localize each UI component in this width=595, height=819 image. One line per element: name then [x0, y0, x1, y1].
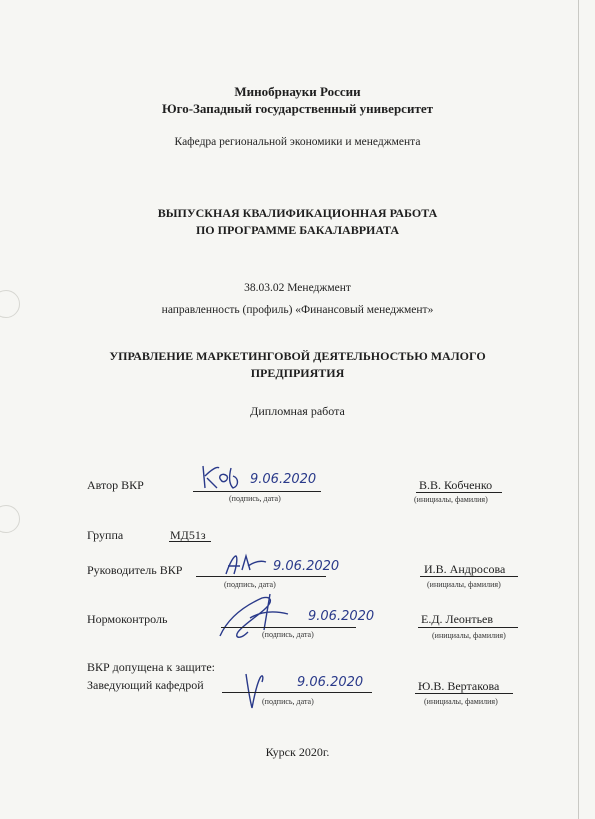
work-type-line1: ВЫПУСКНАЯ КВАЛИФИКАЦИОННАЯ РАБОТА: [157, 206, 438, 220]
punch-hole-mark: [0, 505, 20, 533]
supervisor-signature-caption: (подпись, дата): [224, 580, 276, 589]
supervisor-signature-date: 9.06.2020: [273, 559, 340, 574]
supervisor-label: Руководитель ВКР: [87, 563, 183, 577]
head-name: Ю.В. Вертакова: [418, 679, 500, 693]
supervisor-name: И.В. Андросова: [424, 562, 506, 576]
group-value: МД51з: [170, 528, 206, 542]
head-name-line: [415, 693, 513, 694]
author-label: Автор ВКР: [87, 478, 144, 492]
author-signature: [195, 462, 243, 494]
supervisor-name-line: [420, 576, 518, 577]
normcontrol-signature-line: [221, 627, 356, 628]
author-name-caption: (инициалы, фамилия): [414, 495, 488, 504]
group-label: Группа: [87, 528, 124, 542]
document-kind: Дипломная работа: [250, 404, 345, 418]
supervisor-signature: [222, 552, 270, 578]
head-name-caption: (инициалы, фамилия): [424, 697, 498, 706]
topic-line1: УПРАВЛЕНИЕ МАРКЕТИНГОВОЙ ДЕЯТЕЛЬНОСТЬЮ МАЛОГО: [109, 349, 486, 363]
department-heading: Кафедра региональной экономики и менеджмента: [174, 136, 421, 148]
head-signature-date: 9.06.2020: [297, 675, 364, 690]
city-year: Курск 2020г.: [265, 745, 330, 759]
author-signature-line: [193, 491, 321, 492]
normcontrol-signature-caption: (подпись, дата): [262, 630, 314, 639]
supervisor-name-caption: (инициалы, фамилия): [427, 580, 501, 589]
normcontrol-signature-date: 9.06.2020: [308, 609, 375, 624]
program-profile: направленность (профиль) «Финансовый менеджмент»: [161, 304, 434, 316]
author-name: В.В. Кобченко: [419, 478, 493, 492]
author-name-line: [416, 492, 502, 493]
head-signature-caption: (подпись, дата): [262, 697, 314, 706]
author-signature-caption: (подпись, дата): [229, 494, 281, 503]
supervisor-signature-line: [196, 576, 326, 577]
group-value-line: [169, 541, 211, 542]
normcontrol-name: Е.Д. Леонтьев: [421, 612, 494, 626]
university-heading: Юго-Западный государственный университет: [162, 101, 433, 116]
admission-label: ВКР допущена к защите:: [87, 660, 215, 674]
work-type-line2: ПО ПРОГРАММЕ БАКАЛАВРИАТА: [195, 223, 400, 237]
ministry-heading: Минобрнауки России: [234, 84, 361, 99]
topic-line2: ПРЕДПРИЯТИЯ: [250, 366, 345, 380]
normcontrol-name-caption: (инициалы, фамилия): [432, 631, 506, 640]
program-code: 38.03.02 Менеджмент: [244, 282, 351, 294]
author-signature-date: 9.06.2020: [250, 472, 317, 487]
normcontrol-name-line: [418, 627, 518, 628]
normcontrol-label: Нормоконтроль: [87, 612, 168, 626]
head-of-department-label: Заведующий кафедрой: [87, 678, 204, 692]
head-signature-line: [222, 692, 372, 693]
